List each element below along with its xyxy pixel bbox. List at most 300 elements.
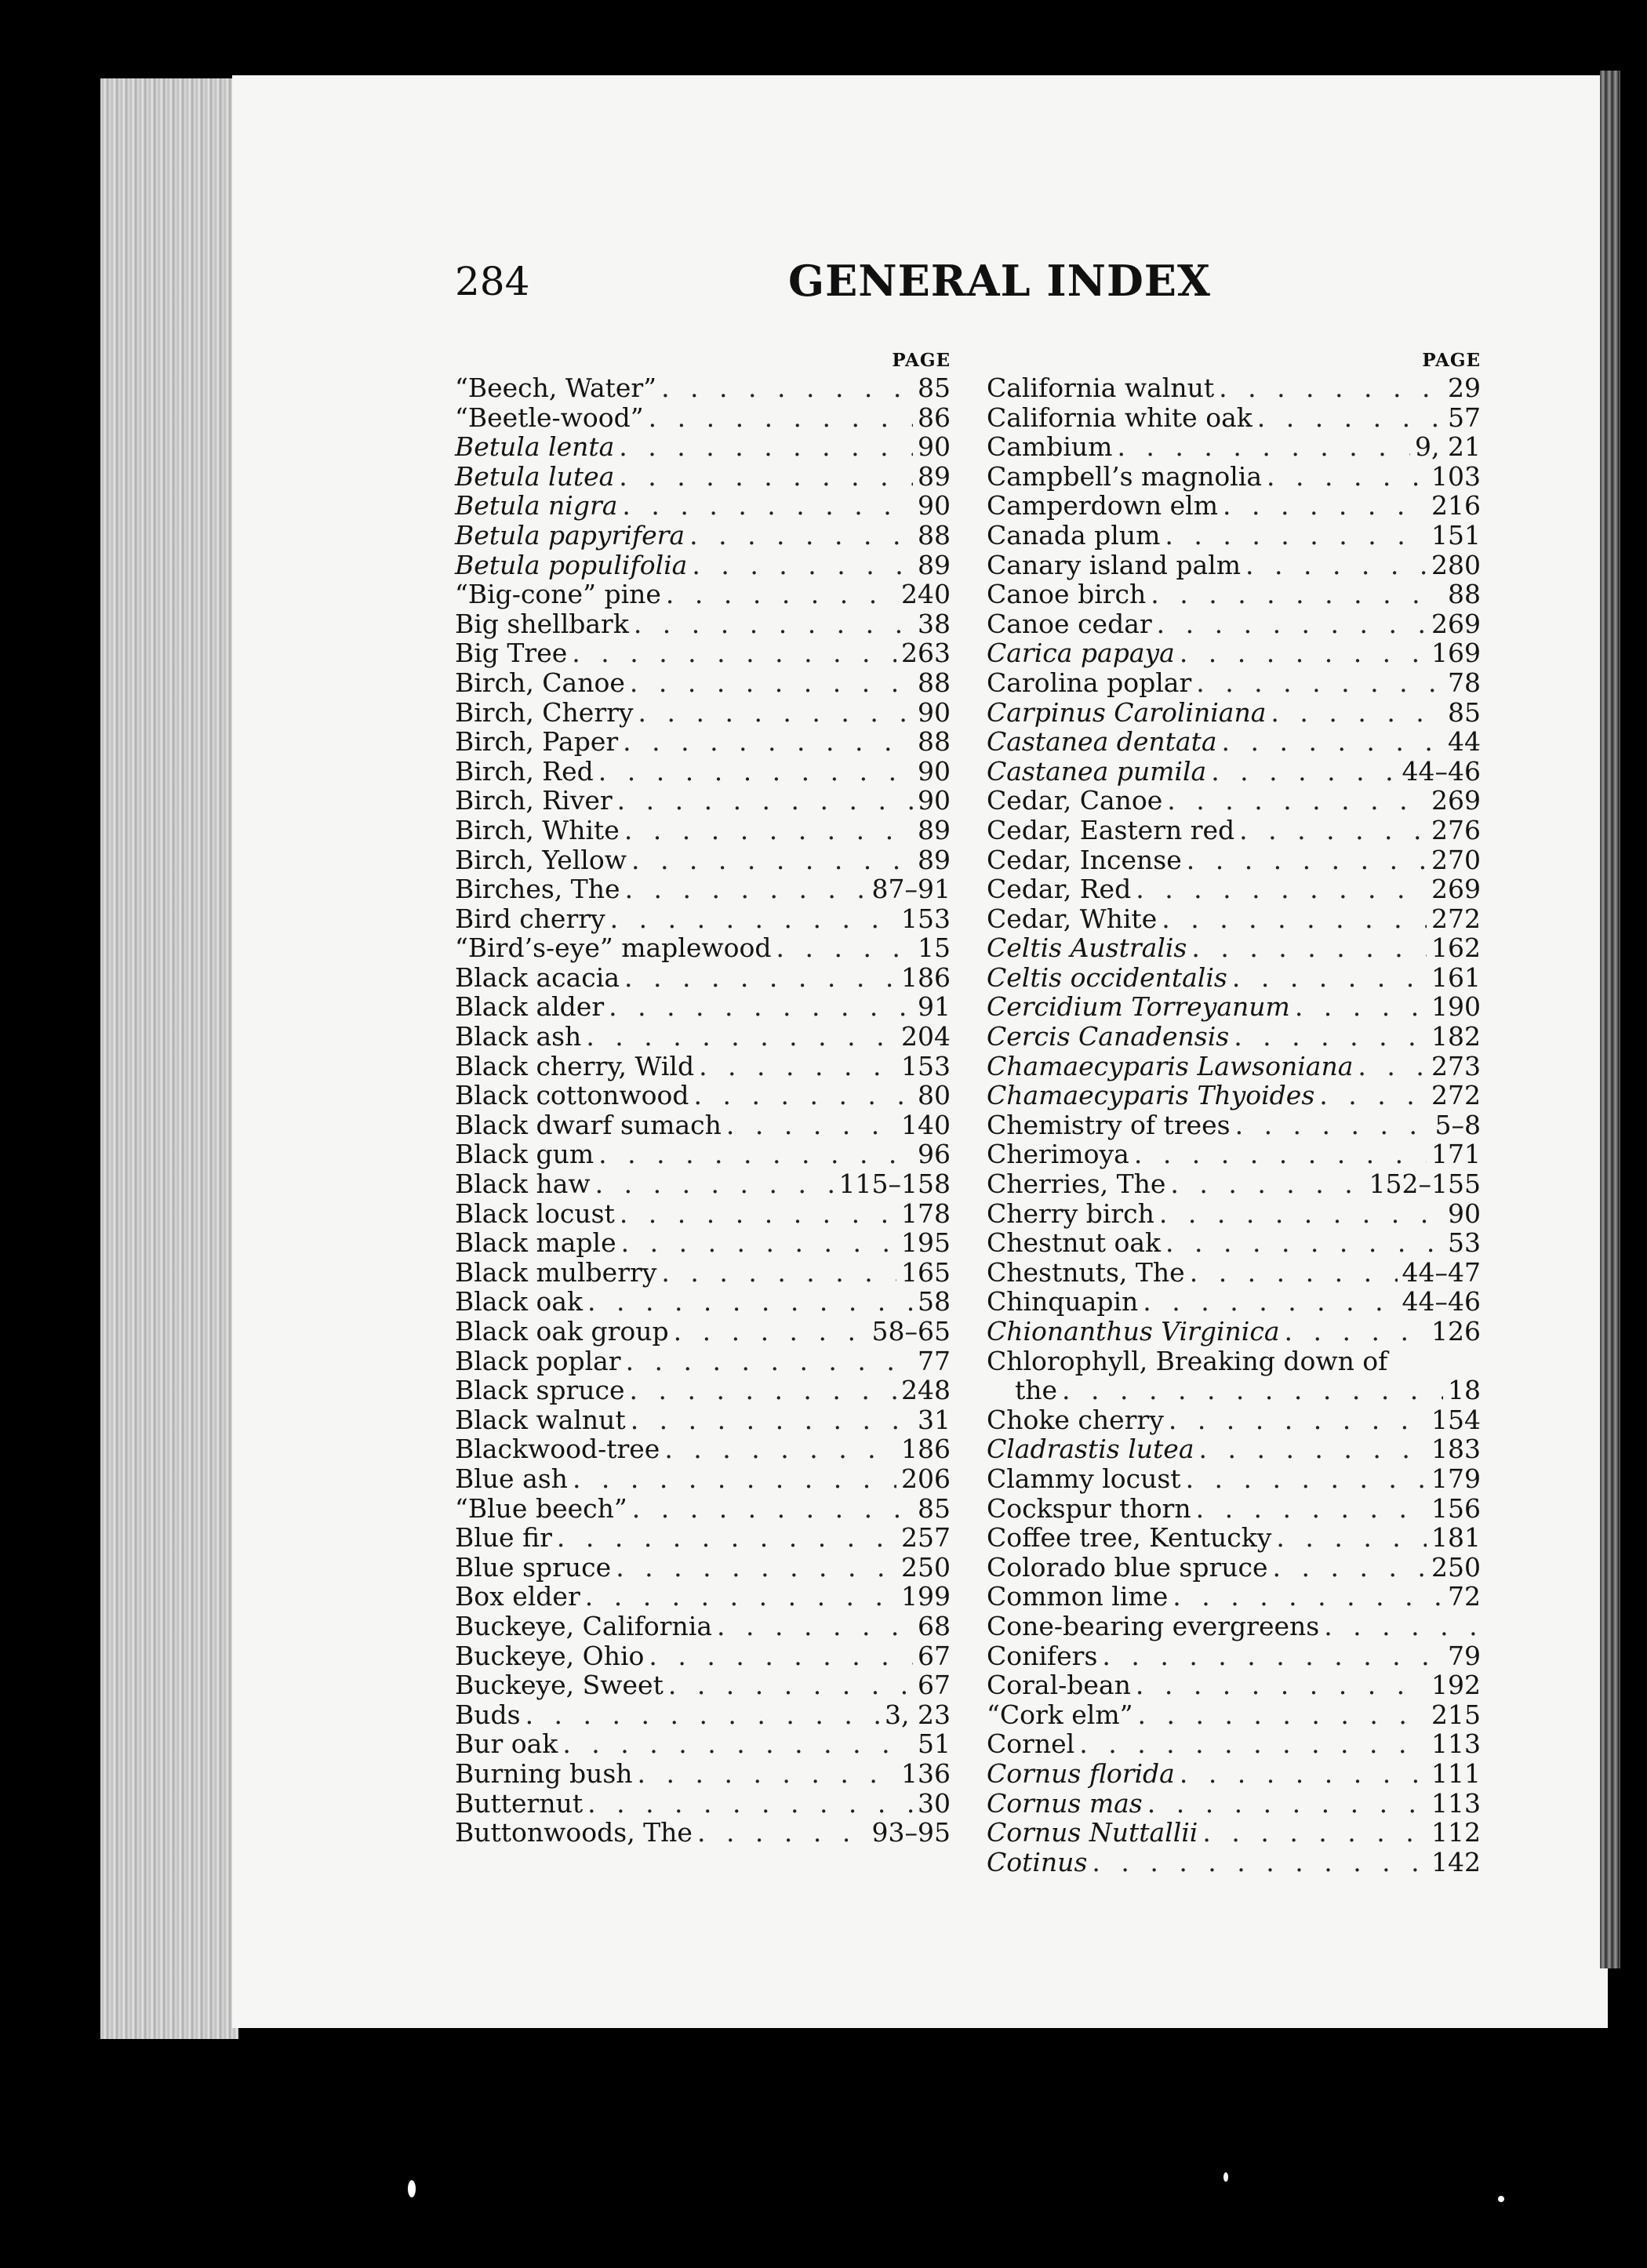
entry-pages: 58–65 [871, 1316, 951, 1347]
index-entry [455, 1434, 951, 1464]
dot-leader [1159, 1199, 1443, 1229]
index-entry [987, 432, 1481, 462]
film-speck [408, 2180, 416, 2197]
index-entry [455, 874, 951, 904]
index-entry [455, 668, 951, 698]
entry-pages: 88 [1448, 579, 1481, 610]
entry-term: Carolina poplar [987, 667, 1192, 698]
dot-leader [1180, 638, 1427, 668]
index-column-right [987, 350, 1481, 1877]
dot-leader [674, 1317, 867, 1347]
entry-pages: 67 [918, 1670, 951, 1701]
entry-pages: 90 [918, 490, 951, 522]
entry-pages: 85 [918, 373, 951, 403]
index-entry [987, 1789, 1481, 1819]
entry-term: Chestnuts, The [987, 1256, 1185, 1288]
index-entry [455, 1228, 951, 1258]
index-entry [987, 580, 1481, 609]
entry-pages: 161 [1431, 961, 1481, 993]
entry-term: Colorado blue spruce [987, 1551, 1268, 1583]
entry-term: Castanea pumila [987, 755, 1207, 787]
dot-leader [609, 992, 913, 1022]
dot-leader [1191, 933, 1427, 963]
dot-leader [631, 845, 913, 875]
entry-pages: 140 [901, 1109, 951, 1140]
index-entry [455, 1759, 951, 1789]
index-entry [455, 1347, 951, 1376]
entry-term: Black acacia [455, 961, 620, 993]
index-entry [455, 491, 951, 521]
index-entry [987, 1612, 1481, 1641]
index-column-left [455, 350, 951, 1848]
entry-term: Big Tree [455, 638, 568, 669]
entry-term: Celtis Australis [987, 932, 1187, 964]
entry-term: Birch, River [455, 785, 613, 816]
index-entry [455, 727, 951, 757]
entry-term: Big shellbark [455, 608, 629, 639]
index-entry [987, 963, 1481, 993]
entry-term: Birch, Red [455, 755, 594, 787]
dot-leader [1295, 992, 1427, 1022]
index-entry [987, 1523, 1481, 1553]
entry-term: Black cherry, Wild [455, 1050, 695, 1081]
index-entry [987, 786, 1481, 816]
dot-leader [1276, 1523, 1427, 1553]
entry-term: Coffee tree, Kentucky [987, 1522, 1272, 1554]
dot-leader [649, 403, 913, 433]
entry-term: Black spruce [455, 1375, 625, 1406]
entry-term: “Beetle-wood” [455, 402, 644, 433]
index-entry [455, 1582, 951, 1612]
index-entry [987, 1022, 1481, 1052]
index-entry [455, 1494, 951, 1524]
entry-term: Chamaecyparis Lawsoniana [987, 1050, 1354, 1081]
entry-term: Black locust [455, 1198, 615, 1229]
dot-leader [1136, 1670, 1427, 1700]
entry-term: “Cork elm” [987, 1699, 1133, 1730]
index-entry [455, 403, 951, 433]
entry-pages: 18 [1448, 1375, 1481, 1406]
entry-term: Castanea dentata [987, 726, 1217, 758]
entry-term: Black ash [455, 1021, 582, 1052]
index-entry [455, 1376, 951, 1405]
index-entry [455, 816, 951, 845]
entry-term: Black poplar [455, 1345, 621, 1376]
dot-leader [699, 1052, 896, 1081]
index-entry [987, 551, 1481, 580]
index-entry [455, 1258, 951, 1288]
entry-pages: 44–46 [1402, 755, 1481, 787]
dot-leader [630, 668, 913, 698]
dot-leader [622, 491, 913, 521]
entry-pages: 111 [1431, 1757, 1481, 1789]
index-entry [455, 992, 951, 1022]
index-entry [987, 816, 1481, 845]
dot-leader [661, 373, 913, 403]
dot-leader [1117, 432, 1410, 462]
entry-pages: 179 [1431, 1463, 1481, 1494]
dot-leader [1219, 373, 1443, 403]
dot-leader [634, 609, 913, 639]
dot-leader [1239, 816, 1427, 845]
dot-leader [631, 1405, 913, 1435]
index-entry [455, 521, 951, 551]
page-number: 284 [455, 259, 530, 304]
entry-term: Common lime [987, 1581, 1169, 1612]
index-entry [455, 551, 951, 580]
entry-term: Cedar, Canoe [987, 785, 1163, 816]
index-entry [455, 462, 951, 492]
dot-leader [624, 963, 896, 993]
entry-term: Celtis occidentalis [987, 961, 1227, 993]
entry-pages: 85 [1448, 696, 1481, 728]
entry-term: Buckeye, Ohio [455, 1640, 645, 1671]
index-entry [987, 992, 1481, 1022]
index-entry [455, 1789, 951, 1819]
entry-pages: 90 [918, 431, 951, 463]
entry-pages: 113 [1431, 1728, 1481, 1760]
entry-term: Chionanthus Virginica [987, 1316, 1280, 1347]
dot-leader [1162, 904, 1427, 934]
entry-pages: 257 [901, 1522, 951, 1554]
index-entry [987, 1287, 1481, 1317]
index-entry [455, 1818, 951, 1848]
entry-pages: 44–47 [1402, 1256, 1481, 1288]
index-entry [987, 1494, 1481, 1524]
dot-leader [619, 462, 913, 492]
dot-leader [668, 1670, 913, 1700]
entry-pages: 90 [918, 785, 951, 816]
entry-term: Betula papyrifera [455, 519, 685, 551]
entry-term: Birch, Canoe [455, 667, 625, 698]
dot-leader [585, 1582, 896, 1612]
dot-leader [625, 874, 867, 904]
entry-term: Birch, Paper [455, 726, 619, 758]
entry-term: Black dwarf sumach [455, 1109, 722, 1140]
index-entry [987, 1258, 1481, 1288]
entry-term: Cockspur thorn [987, 1492, 1191, 1524]
index-entry [987, 521, 1481, 551]
entry-term: Canoe birch [987, 579, 1147, 610]
entry-term: California walnut [987, 373, 1215, 403]
entry-term: Blue ash [455, 1463, 568, 1494]
entry-pages: 183 [1431, 1434, 1481, 1465]
entry-pages: 263 [901, 638, 951, 669]
index-entry [455, 432, 951, 462]
entry-term: Coral-bean [987, 1670, 1131, 1701]
entry-term: Cedar, Red [987, 874, 1132, 905]
entry-pages: 89 [918, 460, 951, 492]
index-entry [455, 1553, 951, 1583]
index-entry [987, 1434, 1481, 1464]
entry-pages: 126 [1431, 1316, 1481, 1347]
page-header [455, 256, 1239, 322]
entry-pages: 248 [901, 1375, 951, 1406]
entry-term: Camperdown elm [987, 490, 1219, 522]
index-entry [987, 874, 1481, 904]
entry-pages: 51 [918, 1728, 951, 1760]
entry-term: Betula nigra [455, 490, 618, 522]
entry-term: Betula populifolia [455, 549, 688, 580]
entry-term: Birch, Yellow [455, 844, 627, 875]
index-entry [455, 1139, 951, 1169]
entry-pages: 90 [918, 696, 951, 728]
index-entry [987, 1818, 1481, 1848]
index-entry [455, 757, 951, 787]
dot-leader [1211, 757, 1397, 787]
dot-leader [1319, 1081, 1427, 1110]
entry-term: Canada plum [987, 519, 1161, 551]
index-entry [455, 786, 951, 816]
entry-term: “Bird’s-eye” maplewood [455, 932, 772, 964]
index-entry [455, 1729, 951, 1759]
index-entry [987, 403, 1481, 433]
entry-pages: 3, 23 [885, 1699, 951, 1730]
entry-pages: 269 [1431, 785, 1481, 816]
index-entry [987, 1376, 1481, 1405]
entry-pages: 186 [901, 961, 951, 993]
entry-pages: 88 [918, 519, 951, 551]
dot-leader [573, 1464, 896, 1494]
entry-pages: 195 [901, 1227, 951, 1259]
index-entry [455, 373, 951, 403]
entry-term: Black alder [455, 991, 605, 1023]
entry-term: Clammy locust [987, 1463, 1181, 1494]
dot-leader [1232, 963, 1427, 993]
index-entry [987, 727, 1481, 757]
dot-leader [1134, 1139, 1427, 1169]
dot-leader [697, 1818, 867, 1848]
entry-pages: 9, 21 [1415, 431, 1481, 463]
entry-term: Cambium [987, 431, 1113, 463]
index-entry [987, 1700, 1481, 1730]
dot-leader [689, 521, 913, 551]
entry-term: Black oak [455, 1286, 583, 1318]
index-entry [455, 698, 951, 728]
entry-term: Burning bush [455, 1757, 633, 1789]
index-entry [455, 1169, 951, 1199]
entry-pages: 169 [1431, 638, 1481, 669]
dot-leader [1235, 1110, 1431, 1140]
entry-term: Cedar, Incense [987, 844, 1182, 875]
dot-leader [1147, 1789, 1427, 1819]
dot-leader [617, 786, 913, 816]
entry-pages: 136 [901, 1757, 951, 1789]
entry-pages: 31 [918, 1404, 951, 1435]
entry-pages: 171 [1431, 1139, 1481, 1170]
entry-pages: 87–91 [871, 874, 951, 905]
index-entry [987, 638, 1481, 668]
entry-pages: 269 [1431, 608, 1481, 639]
entry-term: “Blue beech” [455, 1492, 627, 1524]
index-entry [455, 1612, 951, 1641]
entry-pages: 88 [918, 667, 951, 698]
index-entry [987, 1670, 1481, 1700]
entry-pages: 72 [1448, 1581, 1481, 1612]
entry-pages: 153 [901, 903, 951, 934]
entry-pages: 29 [1448, 373, 1481, 403]
entry-term: Cornus florida [987, 1757, 1175, 1789]
index-entry [455, 845, 951, 875]
entry-term: Bird cherry [455, 903, 605, 934]
dot-leader [1245, 551, 1427, 580]
entry-term: Blackwood-tree [455, 1434, 660, 1465]
index-entry [987, 1848, 1481, 1877]
index-entry [987, 1759, 1481, 1789]
dot-leader [649, 1641, 913, 1671]
index-entry [987, 1052, 1481, 1081]
dot-leader [1271, 698, 1443, 728]
dot-leader [638, 698, 913, 728]
dot-leader [587, 1287, 913, 1317]
entry-term: Black oak group [455, 1316, 669, 1347]
dot-leader [638, 1759, 896, 1789]
index-entry [455, 580, 951, 609]
index-entries-right [987, 373, 1481, 1877]
index-entry [455, 904, 951, 934]
index-entry [455, 1287, 951, 1317]
dot-leader [1138, 1700, 1427, 1730]
entry-pages: 280 [1431, 549, 1481, 580]
entry-term: “Beech, Water” [455, 373, 657, 403]
dot-leader [1190, 1258, 1398, 1288]
index-entry [987, 491, 1481, 521]
index-entry [987, 757, 1481, 787]
entry-pages: 89 [918, 814, 951, 845]
index-entry [455, 1199, 951, 1229]
entry-term: Cotinus [987, 1846, 1088, 1877]
entry-term: “Big-cone” pine [455, 579, 661, 610]
entry-term: Chemistry of trees [987, 1109, 1231, 1140]
entry-pages: 156 [1431, 1492, 1481, 1524]
entry-term: Betula lutea [455, 460, 615, 492]
index-entry [455, 1670, 951, 1700]
entry-pages: 57 [1448, 402, 1481, 433]
entry-term: Buckeye, Sweet [455, 1670, 664, 1701]
entry-term: Black cottonwood [455, 1080, 689, 1111]
entry-term: Chestnut oak [987, 1227, 1162, 1259]
entry-term: Blue fir [455, 1522, 552, 1554]
entry-term: Blue spruce [455, 1551, 612, 1583]
dot-leader [664, 1434, 896, 1464]
entry-pages: 192 [1431, 1670, 1481, 1701]
dot-leader [1196, 1494, 1427, 1524]
entry-term: Box elder [455, 1581, 580, 1612]
index-entry [987, 373, 1481, 403]
index-entry [987, 609, 1481, 639]
dot-leader [1167, 786, 1427, 816]
index-entry [455, 1081, 951, 1110]
entry-term: Birch, Cherry [455, 696, 634, 728]
entry-pages: 186 [901, 1434, 951, 1465]
dot-leader [1186, 1464, 1427, 1494]
index-entry [987, 1317, 1481, 1347]
entry-pages: 89 [918, 549, 951, 580]
dot-leader [595, 1169, 834, 1199]
dot-leader [610, 904, 896, 934]
entry-term: Choke cherry [987, 1404, 1164, 1435]
entry-pages: 181 [1431, 1522, 1481, 1554]
entry-term: Canoe cedar [987, 608, 1152, 639]
entry-pages: 276 [1431, 814, 1481, 845]
entry-pages: 153 [901, 1050, 951, 1081]
index-entry [987, 1169, 1481, 1199]
entry-term: Cornel [987, 1728, 1075, 1760]
entry-term: Chamaecyparis Thyoides [987, 1080, 1315, 1111]
entry-term: Buds [455, 1699, 521, 1730]
dot-leader [616, 1553, 896, 1583]
entry-pages: 250 [1431, 1551, 1481, 1583]
index-entry [987, 1582, 1481, 1612]
dot-leader [1187, 845, 1427, 875]
entry-term: Betula lenta [455, 431, 615, 463]
entry-pages: 216 [1431, 490, 1481, 522]
dot-leader [1180, 1759, 1427, 1789]
entry-pages: 151 [1431, 519, 1481, 551]
entry-pages: 162 [1431, 932, 1481, 964]
index-entry [987, 1641, 1481, 1671]
dot-leader [626, 1347, 913, 1376]
entry-pages: 206 [901, 1463, 951, 1494]
entry-pages: 272 [1431, 903, 1481, 934]
index-entry [987, 1729, 1481, 1759]
dot-leader [562, 1729, 913, 1759]
dot-leader [1202, 1818, 1427, 1848]
entry-term: Buttonwoods, The [455, 1817, 693, 1848]
dot-leader [1223, 491, 1427, 521]
index-entry [455, 609, 951, 639]
dot-leader [1222, 727, 1443, 757]
entry-term: Black maple [455, 1227, 616, 1259]
entry-pages: 68 [918, 1610, 951, 1641]
entry-term: Conifers [987, 1640, 1098, 1671]
entry-pages: 154 [1431, 1404, 1481, 1435]
entry-term: Birch, White [455, 814, 620, 845]
entry-pages: 178 [901, 1198, 951, 1229]
index-entry [455, 1022, 951, 1052]
dot-leader [525, 1700, 880, 1730]
entry-pages: 15 [918, 932, 951, 964]
index-entry [987, 1553, 1481, 1583]
entry-term: Cornus mas [987, 1787, 1143, 1819]
dot-leader [1273, 1553, 1427, 1583]
index-entry [987, 1139, 1481, 1169]
entry-term: Cedar, White [987, 903, 1158, 934]
index-entry [455, 1110, 951, 1140]
entry-term: Canary island palm [987, 549, 1241, 580]
entry-term: Black walnut [455, 1404, 626, 1435]
entry-term: Butternut [455, 1787, 584, 1819]
dot-leader [587, 1789, 913, 1819]
entry-pages: 5–8 [1434, 1109, 1481, 1140]
facing-page-edge [1600, 71, 1620, 1968]
index-entry [987, 1199, 1481, 1229]
entry-pages: 77 [918, 1345, 951, 1376]
entry-term: Carica papaya [987, 638, 1175, 669]
entry-pages: 44–46 [1402, 1286, 1481, 1318]
dot-leader [619, 432, 913, 462]
index-entry [987, 698, 1481, 728]
dot-leader [624, 816, 913, 845]
entry-pages: 165 [901, 1256, 951, 1288]
index-entry [987, 1347, 1481, 1376]
entry-term: Carpinus Caroliniana [987, 696, 1267, 728]
index-entry [455, 963, 951, 993]
entry-pages: 89 [918, 844, 951, 875]
dot-leader [692, 551, 913, 580]
dot-leader [598, 757, 913, 787]
dot-leader [598, 1139, 913, 1169]
